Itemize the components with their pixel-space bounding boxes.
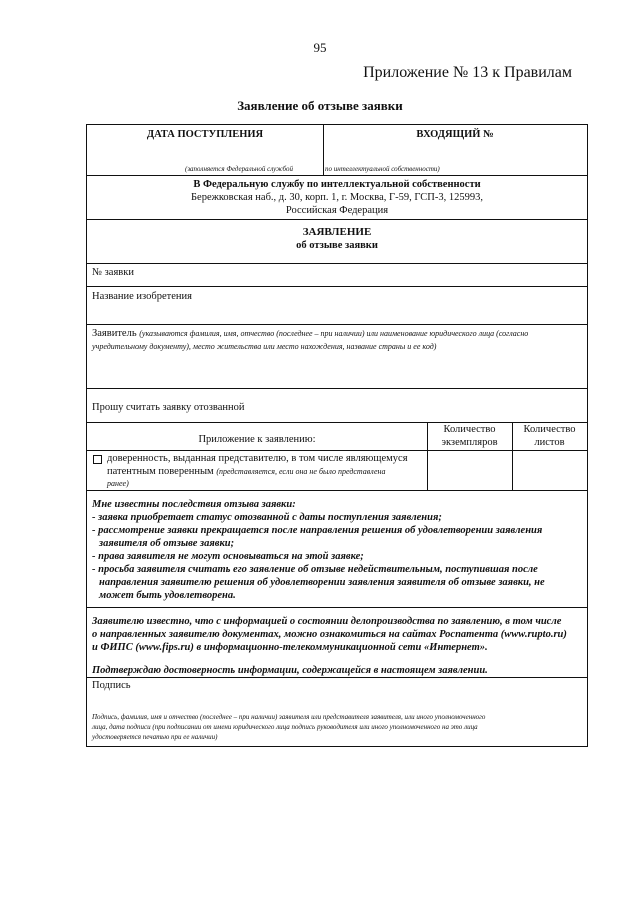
notice-line: о направленных заявителю документах, можно ознакомиться на сайтах Роспатента (www.rupto.ru): [92, 629, 567, 640]
applicant-label: [92, 327, 528, 340]
divider: [87, 388, 587, 389]
attachment-item-text: патентным поверенным: [107, 466, 214, 477]
divider: [87, 677, 587, 678]
statement-subtitle: об отзыве заявки: [296, 240, 378, 251]
request-text: Прошу считать заявку отозванной: [92, 402, 245, 413]
divider: [87, 450, 587, 451]
consequence-line: направления заявителю решения об удовлетворении заявления заявителя об отзыве заявки, не: [99, 577, 545, 588]
power-of-attorney-checkbox[interactable]: [93, 455, 102, 464]
attachment-item-note-2: ранее): [107, 479, 129, 488]
signature-note-line: Подпись, фамилия, имя и отчество (последнее – при наличии) заявителя или представителя заявителя, или иного уполномоченного: [92, 713, 486, 721]
addressee-line-3: Российская Федерация: [285, 205, 389, 216]
consequence-line: - права заявителя не могут основываться на этой заявке;: [92, 551, 364, 562]
attachments-header: Приложение к заявлению:: [198, 434, 316, 445]
divider: [87, 219, 587, 220]
signature-label: Подпись: [92, 680, 131, 691]
attachment-item-note: (представляется, если она не было представлена: [216, 467, 386, 476]
confirmation-text: Подтверждаю достоверность информации, содержащейся в настоящем заявлении.: [92, 665, 488, 676]
attachment-item-line-2: [107, 465, 385, 478]
divider: [87, 286, 587, 287]
filled-by-note-right: по интеллектуальной собственности): [325, 165, 440, 173]
divider: [87, 324, 587, 325]
consequences-intro: Мне известны последствия отзыва заявки:: [92, 499, 296, 510]
consequence-line: - просьба заявителя считать его заявление об отзыве недействительным, поступившая после: [92, 564, 538, 575]
statement-title: ЗАЯВЛЕНИЕ: [302, 226, 372, 238]
application-number-label: № заявки: [92, 267, 134, 278]
application-form: [86, 124, 588, 747]
divider: [87, 607, 587, 608]
date-received-label: ДАТА ПОСТУПЛЕНИЯ: [146, 129, 264, 140]
sheets-col-header-2: листов: [534, 437, 565, 448]
applicant-hint: (указываются фамилия, имя, отчество (последнее – при наличии) или наименование юридического лица (согласно: [139, 329, 529, 338]
invention-name-label: Название изобретения: [92, 291, 192, 302]
attachment-item-line-1: доверенность, выданная представителю, в том числе являющемуся: [107, 453, 408, 464]
appendix-heading: Приложение № 13 к Правилам: [363, 64, 572, 81]
copies-col-header-1: Количество: [443, 424, 496, 435]
signature-note-line: лица, дата подписи (при подписании от имени юридического лица подпись руководителя или иного уполномоченного на это лица: [92, 723, 478, 731]
consequence-line: может быть удовлетворена.: [99, 590, 236, 601]
applicant-hint-line-2: учредительному документу), место жительства или место нахождения, название страны и ее код): [92, 342, 437, 351]
page-number: 95: [313, 40, 327, 55]
filled-by-note-left: (заполняется Федеральной службой: [185, 165, 293, 173]
addressee-line-2: Бережковская наб., д. 30, корп. 1, г. Москва, Г-59, ГСП-3, 125993,: [191, 192, 483, 203]
consequence-line: заявителя об отзыве заявки;: [99, 538, 235, 549]
consequence-line: - рассмотрение заявки прекращается после направления решения об удовлетворении заявления: [92, 525, 543, 536]
copies-col-header-2: экземпляров: [441, 437, 498, 448]
notice-line: Заявителю известно, что с информацией о состоянии делопроизводства по заявлению, в том числе: [92, 616, 562, 627]
signature-note-line: удостоверяется печатью при ее наличии): [92, 733, 218, 741]
incoming-number-label: ВХОДЯЩИЙ №: [416, 129, 494, 140]
sheets-col-header-1: Количество: [523, 424, 576, 435]
document-title: Заявление об отзыве заявки: [237, 98, 403, 113]
divider: [87, 175, 587, 176]
divider: [87, 263, 587, 264]
addressee-line-1: В Федеральную службу по интеллектуальной собственности: [193, 179, 481, 190]
consequence-line: - заявка приобретает статус отозванной с даты поступления заявления;: [92, 512, 442, 523]
notice-line: и ФИПС (www.fips.ru) в информационно-телекоммуникационной сети «Интернет».: [92, 642, 488, 653]
applicant-label-text: Заявитель: [92, 328, 137, 339]
divider: [87, 490, 587, 491]
